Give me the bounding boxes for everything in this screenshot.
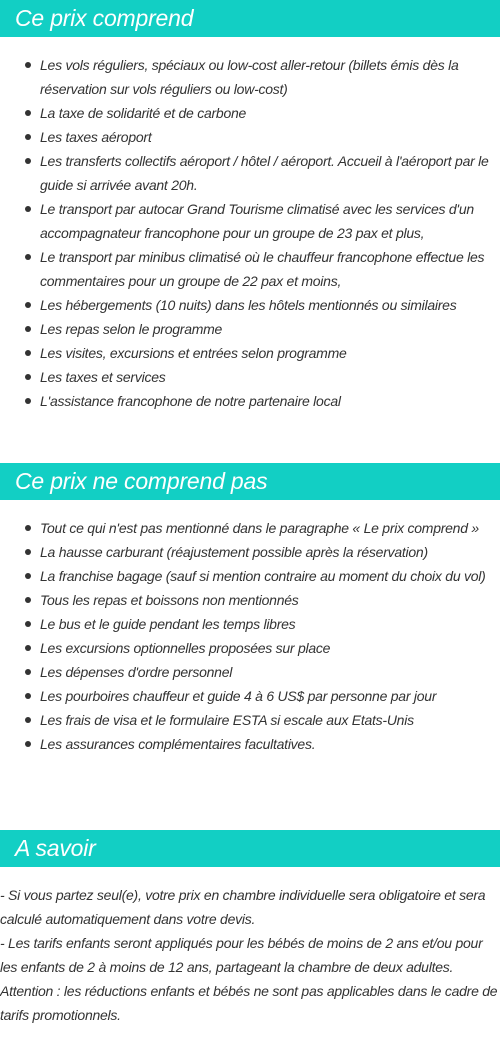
includes-header: [0, 0, 500, 37]
bullet-icon: [25, 254, 31, 260]
includes-title: Ce prix comprend: [15, 5, 194, 31]
excludes-header: [0, 463, 500, 500]
list-item: [0, 708, 500, 732]
list-item-text: Les taxes aéroport: [40, 129, 152, 145]
list-item-text: Les dépenses d'ordre personnel: [40, 664, 233, 680]
bullet-icon: [25, 206, 31, 212]
bullet-icon: [25, 326, 31, 332]
list-item: [0, 125, 500, 149]
list-item-text: Les transferts collectifs aéroport / hôtel / aéroport. Accueil à l'aéroport par le guide si arrivée avant 20h.: [40, 153, 489, 193]
list-item-text: L'assistance francophone de notre partenaire local: [40, 393, 341, 409]
bullet-icon: [25, 350, 31, 356]
list-item-text: Les hébergements (10 nuits) dans les hôtels mentionnés ou similaires: [40, 297, 457, 313]
list-item-text: Les pourboires chauffeur et guide 4 à 6 US$ par personne par jour: [40, 688, 437, 704]
excludes-list: [0, 516, 500, 756]
savoir-title: A savoir: [15, 835, 96, 861]
list-item: [0, 612, 500, 636]
bullet-icon: [25, 621, 31, 627]
list-item: [0, 101, 500, 125]
list-item-text: Les visites, excursions et entrées selon programme: [40, 345, 347, 361]
list-item: [0, 588, 500, 612]
list-item-text: Les excursions optionnelles proposées sur place: [40, 640, 331, 656]
bullet-icon: [25, 62, 31, 68]
list-item-text: Les frais de visa et le formulaire ESTA si escale aux Etats-Unis: [40, 712, 414, 728]
bullet-icon: [25, 693, 31, 699]
list-item: [0, 636, 500, 660]
bullet-icon: [25, 398, 31, 404]
list-item: [0, 317, 500, 341]
savoir-header: [0, 830, 500, 867]
list-item: [0, 540, 500, 564]
list-item: [0, 245, 500, 293]
list-item-text: Le transport par minibus climatisé où le chauffeur francophone effectue les commentaires pour un groupe de 22 pax et moins,: [40, 249, 485, 289]
bullet-icon: [25, 645, 31, 651]
bullet-icon: [25, 302, 31, 308]
list-item: [0, 365, 500, 389]
list-item: [0, 197, 500, 245]
bullet-icon: [25, 110, 31, 116]
list-item-text: Tous les repas et boissons non mentionnés: [40, 592, 299, 608]
list-item: [0, 53, 500, 101]
bullet-icon: [25, 549, 31, 555]
bullet-icon: [25, 669, 31, 675]
list-item: [0, 732, 500, 756]
list-item-text: Le transport par autocar Grand Tourisme climatisé avec les services d'un accompagnateur francophone pour un groupe de 23 pax et plus,: [40, 201, 474, 241]
list-item-text: La taxe de solidarité et de carbone: [40, 105, 247, 121]
list-item-text: La hausse carburant (réajustement possible après la réservation): [40, 544, 428, 560]
list-item-text: Les taxes et services: [40, 369, 166, 385]
savoir-paragraph: - Si vous partez seul(e), votre prix en chambre individuelle sera obligatoire et sera calculé automatiquement dans votre devis.: [0, 887, 486, 927]
list-item: [0, 564, 500, 588]
list-item: [0, 660, 500, 684]
bullet-icon: [25, 573, 31, 579]
bullet-icon: [25, 717, 31, 723]
savoir-body: [0, 883, 500, 1027]
list-item: [0, 516, 500, 540]
list-item-text: Tout ce qui n'est pas mentionné dans le paragraphe « Le prix comprend »: [40, 520, 479, 536]
bullet-icon: [25, 158, 31, 164]
list-item-text: La franchise bagage (sauf si mention contraire au moment du choix du vol): [40, 568, 486, 584]
list-item-text: Le bus et le guide pendant les temps libres: [40, 616, 296, 632]
list-item: [0, 389, 500, 413]
excludes-title: Ce prix ne comprend pas: [15, 468, 268, 494]
list-item-text: Les assurances complémentaires facultatives.: [40, 736, 316, 752]
bullet-icon: [25, 374, 31, 380]
list-item-text: Les vols réguliers, spéciaux ou low-cost aller-retour (billets émis dès la réservation sur vols réguliers ou low-cost): [40, 57, 459, 97]
bullet-icon: [25, 134, 31, 140]
bullet-icon: [25, 597, 31, 603]
list-item: [0, 293, 500, 317]
bullet-icon: [25, 741, 31, 747]
list-item-text: Les repas selon le programme: [40, 321, 223, 337]
list-item: [0, 149, 500, 197]
list-item: [0, 684, 500, 708]
list-item: [0, 341, 500, 365]
bullet-icon: [25, 525, 31, 531]
includes-list: [0, 53, 500, 413]
savoir-paragraph: - Les tarifs enfants seront appliqués pour les bébés de moins de 2 ans et/ou pour les enfants de 2 à moins de 12 ans, partageant la chambre de deux adultes. Attention : les réductions enfants et bébés ne sont pas applicables dans le cadre de tarifs promotionnels.: [0, 935, 498, 1023]
